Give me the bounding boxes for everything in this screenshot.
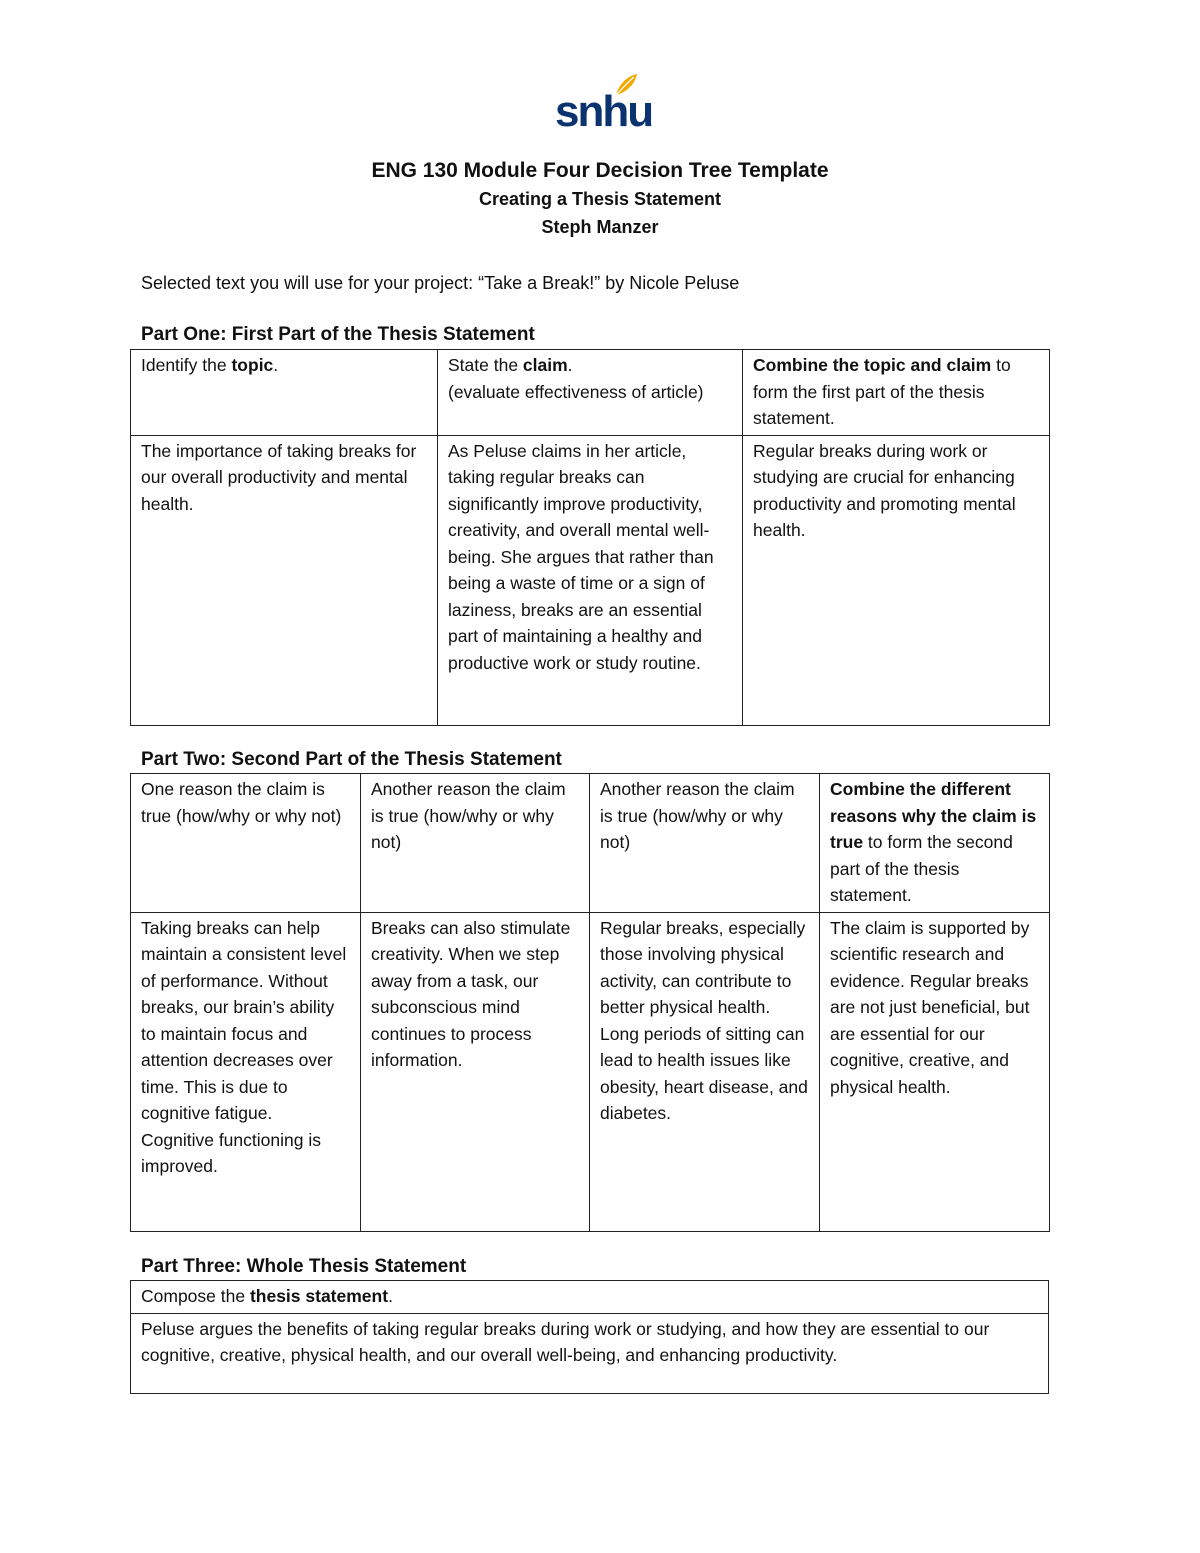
thesis-statement-cell[interactable]: Peluse argues the benefits of taking regular breaks during work or studying, and how they are essential to our cognitive, creative, physical health, and our overall well-being, and enhancing productivity. <box>131 1313 1049 1393</box>
reason-two-header-cell: Another reason the claim is true (how/why or why not) <box>361 774 590 913</box>
author-name: Steph Manzer <box>541 217 659 237</box>
topic-cell[interactable]: The importance of taking breaks for our overall productivity and mental health. <box>131 435 438 725</box>
table-row <box>131 435 1050 725</box>
part-two-table <box>130 773 1050 1232</box>
document-title: ENG 130 Module Four Decision Tree Template <box>371 159 829 182</box>
selected-text-line: Selected text you will use for your project: “Take a Break!” by Nicole Peluse <box>141 273 740 293</box>
reason-one-header-cell: One reason the claim is true (how/why or why not) <box>131 774 361 913</box>
reason-two-cell[interactable]: Breaks can also stimulate creativity. When we step away from a task, our subconscious mind continues to process information. <box>361 912 590 1231</box>
document-subtitle: Creating a Thesis Statement <box>478 189 722 209</box>
claim-header-note: (evaluate effectiveness of article) <box>448 381 704 402</box>
part-one-title: Part One: First Part of the Thesis Statement <box>141 324 535 345</box>
table-row <box>131 912 1050 1231</box>
reason-three-cell[interactable]: Regular breaks, especially those involving physical activity, can contribute to better physical health. Long periods of sitting can lead to health issues like obesity, heart disease, and diabetes. <box>590 912 820 1231</box>
snhu-logo <box>555 72 653 136</box>
part-three-table <box>130 1280 1049 1394</box>
thesis-header-cell: Compose the thesis statement. <box>131 1281 1049 1314</box>
claim-header-cell: State the claim. (evaluate effectiveness of article) <box>438 350 743 436</box>
combine-reasons-cell[interactable]: The claim is supported by scientific research and evidence. Regular breaks are not just beneficial, but are essential for our cognitive, creative, and physical health. <box>820 912 1050 1231</box>
part-one-table <box>130 349 1050 726</box>
reason-three-header-cell: Another reason the claim is true (how/why or why not) <box>590 774 820 913</box>
table-row <box>131 1281 1049 1314</box>
reason-one-cell[interactable]: Taking breaks can help maintain a consistent level of performance. Without breaks, our brain’s ability to maintain focus and attention decreases over time. This is due to cognitive fatigue. Cognitive functioning is improved. <box>131 912 361 1231</box>
combine-cell[interactable]: Regular breaks during work or studying are crucial for enhancing productivity and promoting mental health. <box>743 435 1050 725</box>
table-row <box>131 1313 1049 1393</box>
claim-cell[interactable]: As Peluse claims in her article, taking regular breaks can significantly improve productivity, creativity, and overall mental well-being. She argues that rather than being a waste of time or a sign of laziness, breaks are an essential part of maintaining a healthy and productive work or study routine. <box>438 435 743 725</box>
part-three-title: Part Three: Whole Thesis Statement <box>141 1256 467 1277</box>
table-row <box>131 350 1050 436</box>
part-two-title: Part Two: Second Part of the Thesis Statement <box>141 749 562 770</box>
table-row <box>131 774 1050 913</box>
logo-wordmark: snhu <box>555 87 653 136</box>
combine-header-cell: Combine the topic and claim to form the first part of the thesis statement. <box>743 350 1050 436</box>
combine-reasons-header-cell: Combine the different reasons why the claim is true to form the second part of the thesis statement. <box>820 774 1050 913</box>
topic-header-cell: Identify the topic. <box>131 350 438 436</box>
